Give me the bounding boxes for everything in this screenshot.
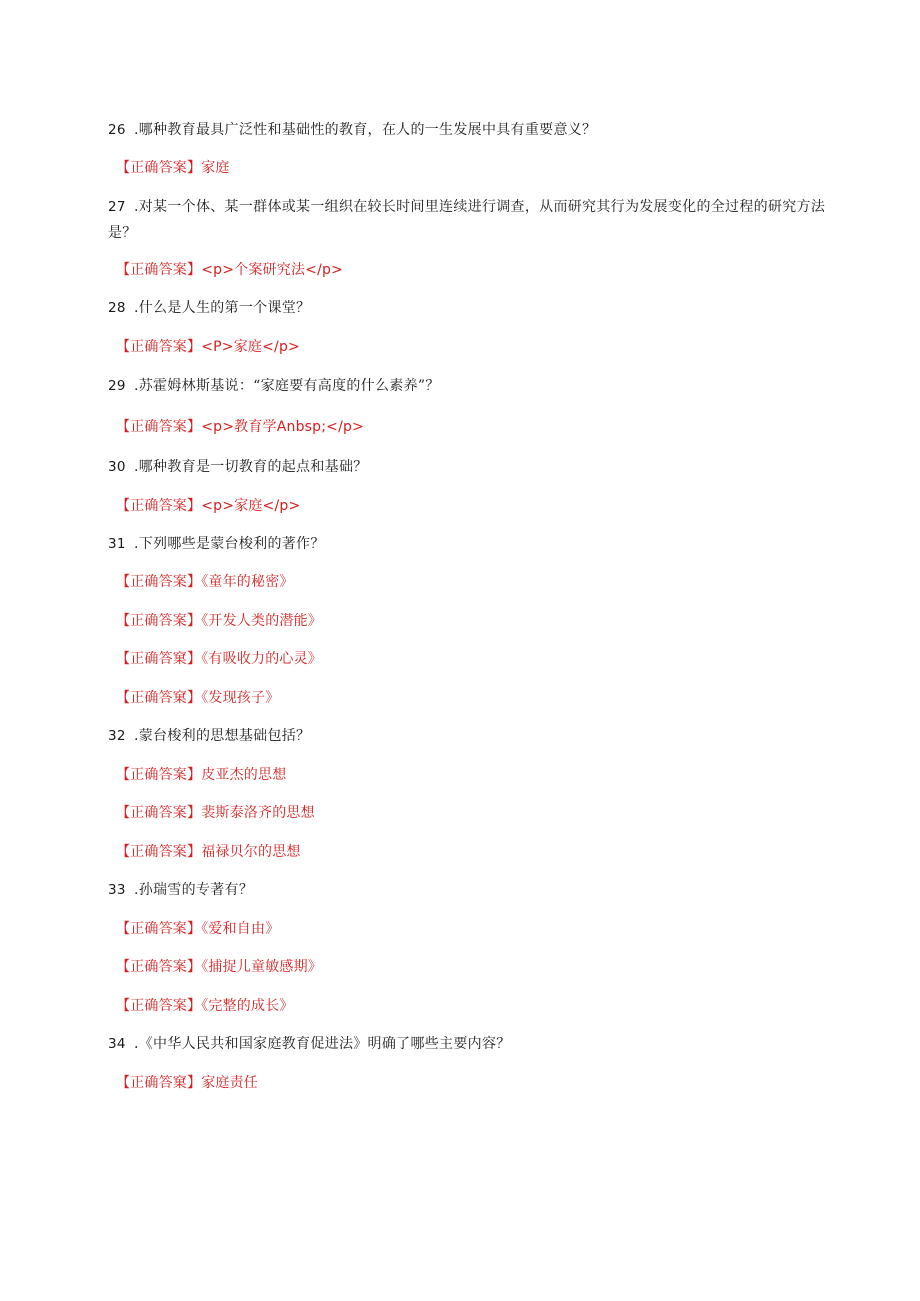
question-text: .《中华人民共和国家庭教育促进法》明确了哪些主要内容？ [134,1036,511,1052]
question-number: 32 [108,728,126,744]
answer-31-4: 【正确答窠】《发现孩子》 [116,690,280,706]
question-27 [108,194,843,246]
question-number: 29 [108,378,126,394]
question-29 [108,373,843,399]
answer-33-3: 【正确答案】《完整的成长》 [116,998,294,1014]
question-28 [108,295,843,321]
question-text: .哪种教育最具广泛性和基础性的教育，在人的一生发展中具有重要意义？ [134,122,597,138]
answer-34-1: 【正确答窠】家庭责任 [116,1075,258,1091]
question-text: .孙瑞雪的专著有？ [134,882,254,898]
question-number: 34 [108,1036,126,1052]
answer-27-1: 【正确答案】<p>个案研究法</p> [116,262,344,278]
question-text: .哪种教育是一切教育的起点和基础？ [134,459,368,475]
answer-32-2: 【正确答案】裴斯泰洛齐的思想 [116,805,315,821]
question-number: 31 [108,536,126,552]
question-30 [108,454,843,480]
answer-31-1: 【正确答案】《童年的秘密》 [116,574,294,590]
question-text: .下列哪些是蒙台梭利的著作？ [134,536,325,552]
question-33 [108,877,843,903]
question-32 [108,723,843,749]
answer-32-1: 【正确答案】皮亚杰的思想 [116,767,287,783]
answer-33-1: 【正确答案】《爱和自由》 [116,921,280,937]
question-number: 30 [108,459,126,475]
question-31 [108,531,843,557]
answer-28-1: 【正确答案】<P>家庭</p> [116,339,300,355]
answer-30-1: 【正确答案】<p>家庭</p> [116,498,301,514]
answer-32-3: 【正确答案】福禄贝尔的思想 [116,844,301,860]
answer-31-3: 【正确答窠】《有吸收力的心灵》 [116,651,322,667]
question-number: 26 [108,122,126,138]
answer-29-1: 【正确答案】<p>教育学Anbsp;</p> [116,419,365,435]
question-26 [108,117,843,143]
question-number: 33 [108,882,126,898]
question-number: 27 [108,199,126,215]
answer-26-1: 【正确答案】家庭 [116,160,230,176]
question-text: .对某一个体、某一群体或某一组织在较长时间里连续进行调查，从而研究其行为发展变化的全过程的研究方法是？ [108,199,826,241]
question-number: 28 [108,300,126,316]
question-text: .苏霍姆林斯基说：“家庭要有高度的什么素养”？ [134,378,440,394]
answer-31-2: 【正确答案】《开发人类的潜能》 [116,613,322,629]
question-text: .蒙台梭利的思想基础包括？ [134,728,311,744]
answer-33-2: 【正确答案】《捕捉儿童敏感期》 [116,959,322,975]
question-text: .什么是人生的第一个课堂？ [134,300,311,316]
question-34 [108,1031,843,1057]
